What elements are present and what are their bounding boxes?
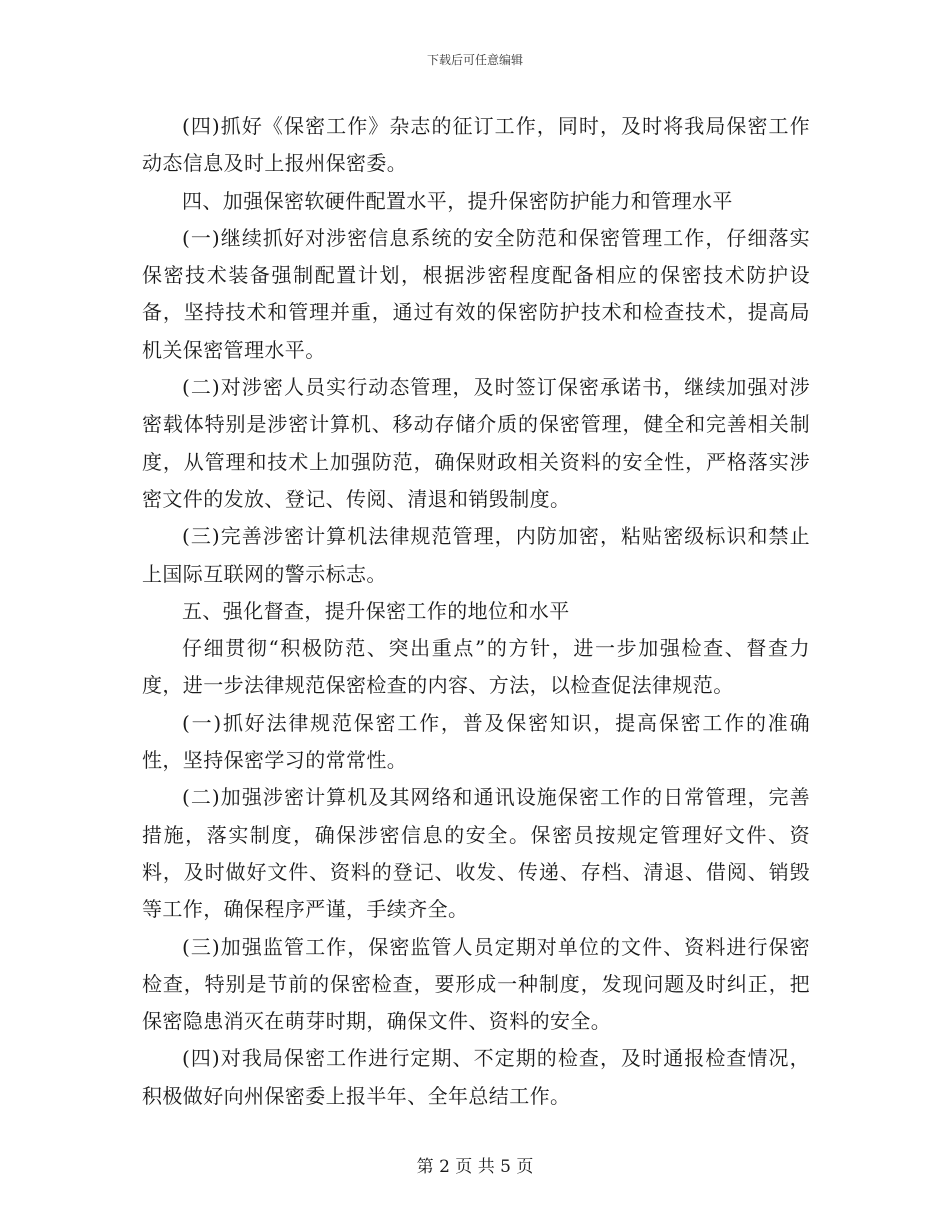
section-heading-four: 四、加强保密软硬件配置水平，提升保密防护能力和管理水平	[182, 188, 733, 213]
paragraph-personnel-management: (二)对涉密人员实行动态管理，及时签订保密承诺书，继续加强对涉密载体特别是涉密计算机、移动存储介质的保密管理，健全和完善相关制度，从管理和技术上加强防范，确保财政相关资料的安全性，严格落实涉密文件的发放、登记、传阅、清退和销毁制度。	[142, 375, 810, 511]
paragraph-guideline: 仔细贯彻“积极防范、突出重点”的方针，进一步加强检查、督查力度，进一步法律规范保密检查的内容、方法，以检查促法律规范。	[142, 636, 810, 698]
paragraph-subscription: (四)抓好《保密工作》杂志的征订工作，同时，及时将我局保密工作动态信息及时上报州保密委。	[142, 114, 810, 176]
paragraph-standard-work: (一)抓好法律规范保密工作，普及保密知识，提高保密工作的准确性，坚持保密学习的常常性。	[142, 710, 810, 773]
document-body	[142, 108, 810, 1115]
page-number-footer: 第 2 页 共 5 页	[416, 1157, 534, 1177]
paragraph-daily-management: (二)加强涉密计算机及其网络和通讯设施保密工作的日常管理，完善措施，落实制度，确保涉密信息的安全。保密员按规定管理好文件、资料，及时做好文件、资料的登记、收发、传递、存档、清退、借阅、销毁等工作，确保程序严谨，手续齐全。	[142, 785, 810, 922]
page-header: 下载后可任意编辑	[426, 53, 523, 67]
paragraph-supervision: (三)加强监管工作，保密监管人员定期对单位的文件、资料进行保密检查，特别是节前的保密检查，要形成一种制度，发现问题及时纠正，把保密隐患消灭在萌芽时期，确保文件、资料的安全。	[142, 934, 810, 1034]
paragraph-computer-regulation: (三)完善涉密计算机法律规范管理，内防加密，粘贴密级标识和禁止上国际互联网的警示标志。	[142, 524, 810, 586]
paragraph-system-security: (一)继续抓好对涉密信息系统的安全防范和保密管理工作，仔细落实保密技术装备强制配置计划，根据涉密程度配备相应的保密技术防护设备，坚持技术和管理并重，通过有效的保密防护技术和检查技术，提高局机关保密管理水平。	[142, 225, 810, 362]
paragraph-inspection: (四)对我局保密工作进行定期、不定期的检查，及时通报检查情况，积极做好向州保密委上报半年、全年总结工作。	[142, 1046, 810, 1108]
section-heading-five: 五、强化督查，提升保密工作的地位和水平	[182, 598, 570, 623]
